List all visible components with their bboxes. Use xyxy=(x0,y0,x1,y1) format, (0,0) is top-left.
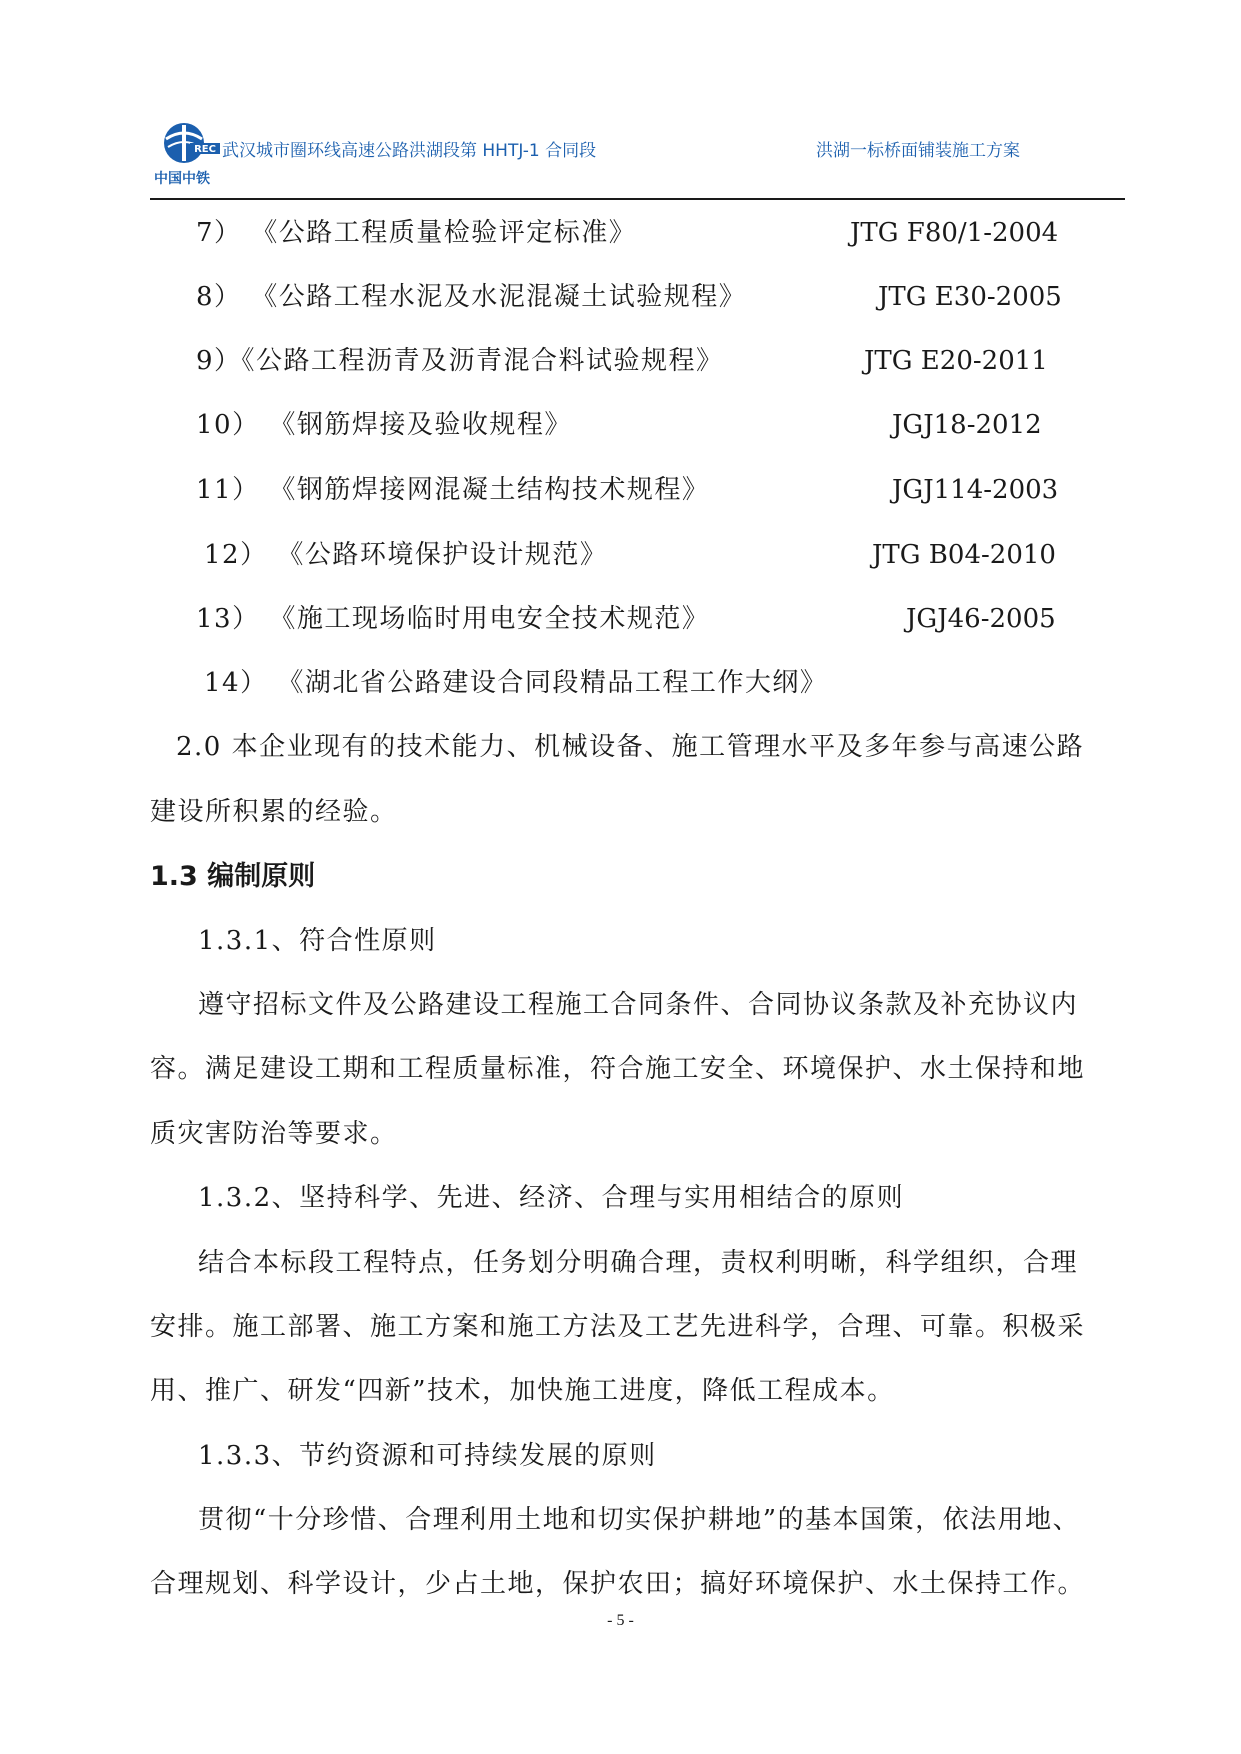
reference-title: 14） 《湖北省公路建设合同段精品工程工作大纲》 xyxy=(204,668,828,698)
reference-code: JGJ46-2005 xyxy=(906,604,1056,634)
reference-title: 8） 《公路工程水泥及水泥混凝土试验规程》 xyxy=(196,282,747,312)
paragraph-line: 2.0 本企业现有的技术能力、机械设备、施工管理水平及多年参与高速公路 xyxy=(176,732,1085,762)
section-heading: 1.3 编制原则 xyxy=(150,861,316,892)
reference-code: JTG B04-2010 xyxy=(872,540,1056,570)
svg-text:REC: REC xyxy=(194,144,216,155)
paragraph-line: 遵守招标文件及公路建设工程施工合同条件、合同协议条款及补充协议内 xyxy=(198,990,1079,1020)
page-header xyxy=(150,118,1125,200)
reference-code: JTG E20-2011 xyxy=(864,346,1048,376)
page-number: - 5 - xyxy=(607,1612,634,1629)
reference-title: 13） 《施工现场临时用电安全技术规范》 xyxy=(196,604,710,634)
logo-text: 中国中铁 xyxy=(154,171,210,187)
paragraph-line: 容。满足建设工期和工程质量标准，符合施工安全、环境保护、水土保持和地 xyxy=(150,1054,1086,1084)
header-document-title: 洪湖一标桥面铺装施工方案 xyxy=(816,141,1020,161)
reference-code: JGJ114-2003 xyxy=(892,475,1059,505)
header-divider xyxy=(150,198,1125,200)
subsection-title: 1.3.1、符合性原则 xyxy=(198,926,437,956)
reference-title: 10） 《钢筋焊接及验收规程》 xyxy=(196,410,572,440)
subsection-title: 1.3.2、坚持科学、先进、经济、合理与实用相结合的原则 xyxy=(198,1183,905,1213)
reference-code: JTG E30-2005 xyxy=(878,282,1062,312)
paragraph-line: 结合本标段工程特点，任务划分明确合理，责权利明晰，科学组织，合理 xyxy=(198,1248,1079,1278)
reference-title: 9）《公路工程沥青及沥青混合料试验规程》 xyxy=(196,346,724,376)
paragraph-line: 贯彻“十分珍惜、合理利用土地和切实保护耕地”的基本国策，依法用地、 xyxy=(198,1505,1081,1535)
paragraph-line: 安排。施工部署、施工方案和施工方法及工艺先进科学，合理、可靠。积极采 xyxy=(150,1312,1086,1342)
reference-title: 12） 《公路环境保护设计规范》 xyxy=(204,540,608,570)
reference-code: JTG F80/1-2004 xyxy=(850,218,1059,248)
reference-title: 7） 《公路工程质量检验评定标准》 xyxy=(196,218,637,248)
paragraph-line: 用、推广、研发“四新”技术，加快施工进度，降低工程成本。 xyxy=(150,1376,895,1406)
paragraph-line: 合理规划、科学设计，少占土地，保护农田；搞好环境保护、水土保持工作。 xyxy=(150,1569,1086,1599)
header-project-title: 武汉城市圈环线高速公路洪湖段第 HHTJ-1 合同段 xyxy=(222,141,597,161)
crec-logo-icon xyxy=(160,121,222,167)
reference-code: JGJ18-2012 xyxy=(892,410,1042,440)
reference-title: 11） 《钢筋焊接网混凝土结构技术规程》 xyxy=(196,475,710,505)
paragraph-line: 质灾害防治等要求。 xyxy=(150,1119,398,1149)
subsection-title: 1.3.3、节约资源和可持续发展的原则 xyxy=(198,1441,657,1471)
paragraph-line: 建设所积累的经验。 xyxy=(150,797,398,827)
